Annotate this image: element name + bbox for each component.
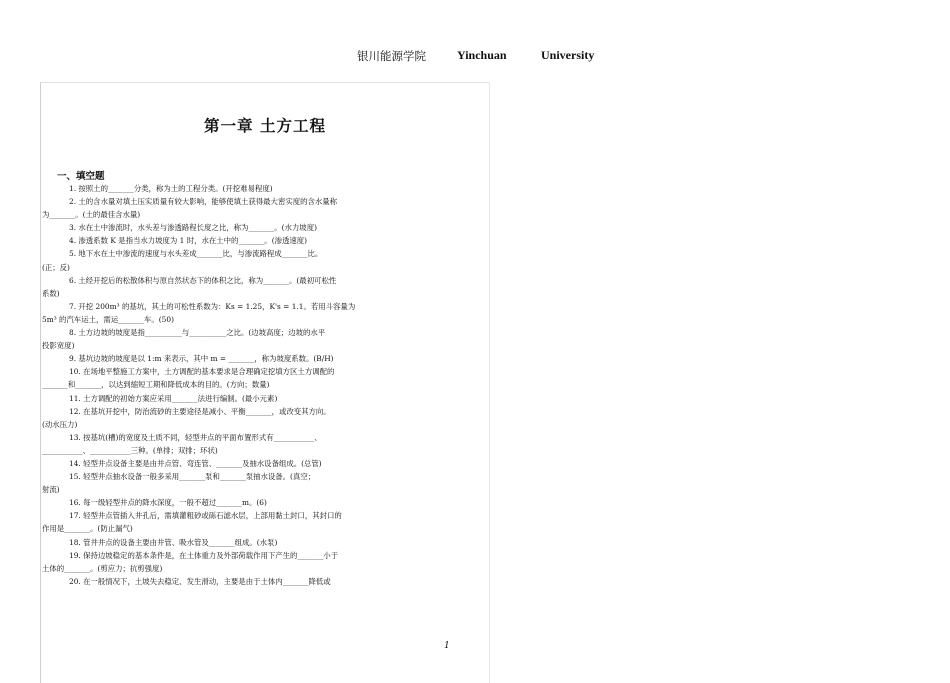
question-line: 13. 按基坑(槽)的宽度及土质不同，轻型井点的平面布置形式有___________、 — [69, 432, 322, 442]
question-line: 作用是_______。(防止漏气) — [42, 524, 133, 534]
document-page — [40, 82, 490, 683]
question-line: 6. 土经开挖后的松散体积与原自然状态下的体积之比，称为_______。(最初可松性 — [69, 275, 337, 285]
question-line: (动水压力) — [42, 419, 78, 429]
question-line: 系数) — [42, 288, 60, 298]
question-line: 18. 管井井点的设备主要由井管、吸水管及_______组成。(水泵) — [69, 537, 278, 547]
school-name-cn: 银川能源学院 — [357, 49, 426, 63]
question-line: _______和_______，以达到缩短工期和降低成本的目的。(方向；数量) — [42, 380, 270, 390]
chapter-title: 第一章 土方工程 — [204, 117, 326, 135]
section-title: 一、填空题 — [57, 171, 105, 182]
question-line: 8. 土方边坡的坡度是指__________与__________之比。(边坡高度；边坡的水平 — [69, 328, 326, 338]
question-line: 为_______。(土的最佳含水量) — [42, 210, 141, 220]
question-line: 投影宽度) — [42, 341, 75, 351]
question-line: 射流) — [42, 485, 60, 495]
question-line: ___________、___________三种。(单排；双排；环状) — [42, 445, 218, 455]
question-line: 12. 在基坑开挖中，防治流砂的主要途径是减小、平衡_______，或改变其方向。 — [69, 406, 331, 416]
question-line: 10. 在场地平整施工方案中，土方调配的基本要求是合理确定挖填方区土方调配的 — [69, 367, 335, 377]
question-line: 20. 在一般情况下，土坡失去稳定、发生滑动，主要是由于土体内_______降低或 — [69, 576, 331, 586]
question-line: (正；反) — [42, 262, 70, 272]
question-line: 15. 轻型井点抽水设备一般多采用_______泵和_______泵抽水设备。(真空； — [69, 472, 316, 482]
page-number: 1 — [444, 641, 450, 651]
question-line: 14. 轻型井点设备主要是由井点管、弯连管、_______及抽水设备组成。(总管) — [69, 458, 322, 468]
question-line: 19. 保持边坡稳定的基本条件是，在土体重力及外部荷载作用下产生的_______小于 — [69, 550, 339, 560]
question-line: 4. 渗透系数 K 是指当水力坡度为 1 时，水在土中的_______。(渗透速度) — [69, 236, 308, 246]
school-name-en-2: University — [541, 48, 595, 62]
question-line: 17. 轻型井点管插入井孔后，需填灌粗砂或砾石滤水层，上部用黏土封口，其封口的 — [69, 511, 342, 521]
question-line: 9. 基坑边坡的坡度是以 1:m 来表示，其中 m = _______，称为坡度系数。(B/H) — [69, 354, 334, 364]
question-line: 16. 每一级轻型井点的降水深度，一般不超过_______m。(6) — [69, 498, 267, 508]
school-name-en-1: Yinchuan — [457, 48, 507, 62]
question-line: 2. 土的含水量对填土压实质量有较大影响，能够使填土获得最大密实度的含水量称 — [69, 197, 338, 207]
question-line: 11. 土方调配的初始方案应采用_______法进行编制。(最小元素) — [69, 393, 278, 403]
question-line: 土体的_______。(剪应力；抗剪强度) — [42, 563, 163, 573]
question-list — [42, 182, 459, 588]
question-line: 5m³ 的汽车运土，需运_______车。(50) — [42, 314, 174, 324]
page-header — [0, 48, 950, 68]
question-line: 5. 地下水在土中渗流的速度与水头差成_______比，与渗流路程成_______比。 — [69, 249, 323, 259]
question-line: 7. 开挖 200m³ 的基坑，其土的可松性系数为：Ks = 1.25，K's = 1.1。若用斗容量为 — [69, 301, 356, 311]
question-line: 3. 水在土中渗流时，水头差与渗透路程长度之比，称为_______。(水力坡度) — [69, 223, 317, 233]
question-line: 1. 按照土的_______分类，称为土的工程分类。(开挖难易程度) — [69, 184, 273, 193]
